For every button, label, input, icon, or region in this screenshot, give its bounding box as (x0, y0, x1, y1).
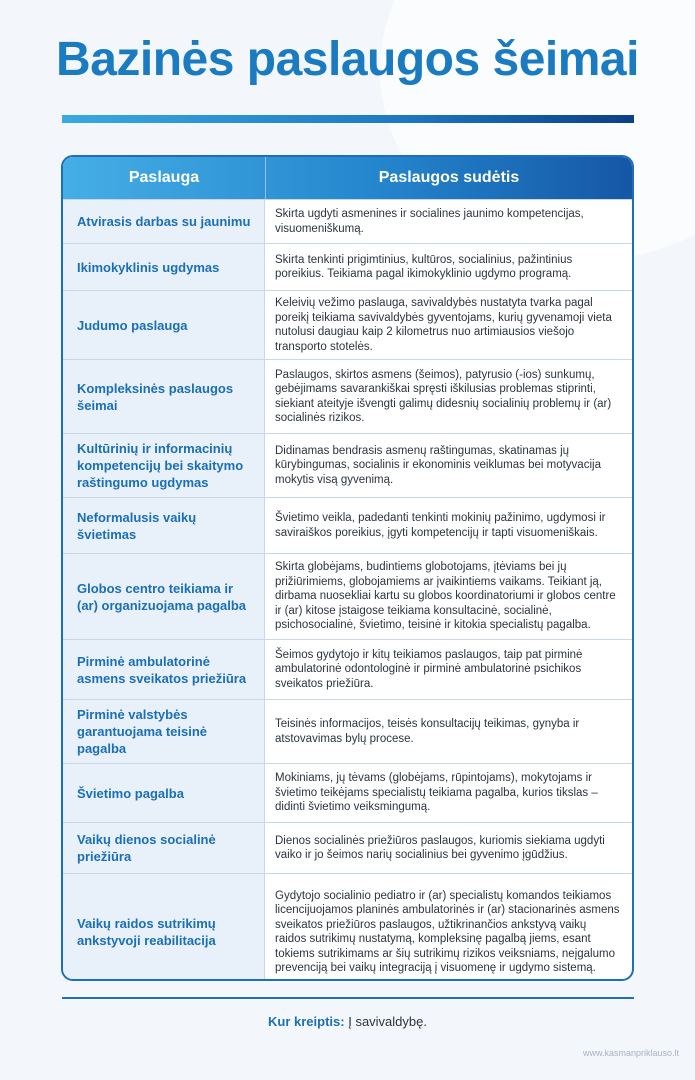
table-row (63, 763, 632, 822)
header-service: Paslauga (63, 157, 266, 199)
table-row (63, 199, 632, 243)
service-name: Vaikų raidos sutrikimų ankstyvoji reabilitacija (63, 874, 265, 981)
service-name: Pirminė ambulatorinė asmens sveikatos priežiūra (63, 640, 265, 699)
service-name: Švietimo pagalba (63, 764, 265, 822)
service-description: Švietimo veikla, padedanti tenkinti mokinių pažinimo, ugdymosi ir saviraiškos poreikius, įgyti kompetencijų ir tapti visuomeniškais. (275, 512, 606, 539)
services-table (61, 155, 634, 981)
table-row (63, 873, 632, 981)
table-row (63, 822, 632, 873)
footer (0, 1014, 695, 1029)
service-name: Ikimokyklinis ugdymas (63, 244, 265, 290)
service-description: Šeimos gydytojo ir kitų teikiamos paslaugos, taip pat pirminė ambulatorinė odontologinė ir pirminė ambulatorinė psichikos sveikatos priežiūra. (275, 648, 583, 690)
table-row (63, 553, 632, 639)
service-name: Neformalusis vaikų švietimas (63, 498, 265, 553)
service-description: Paslaugos, skirtos asmens (šeimos), patyrusio (-ios) sunkumų, gebėjimams savarankiškai spręsti iškilusias problemas stiprinti, siekiant ateityje išvengti galimų didesnių socialinių problemų ir (ar) socialinės rizikos. (275, 368, 612, 424)
service-name: Kultūrinių ir informacinių kompetencijų bei skaitymo raštingumo ugdymas (63, 434, 265, 497)
table-row (63, 497, 632, 553)
table-row (63, 243, 632, 290)
service-name: Atvirasis darbas su jaunimu (63, 200, 265, 243)
table-row (63, 639, 632, 699)
table-row (63, 359, 632, 433)
footer-divider (62, 997, 634, 999)
website-url: www.kasmanpriklauso.lt (582, 1048, 679, 1058)
title-underline (62, 115, 634, 123)
table-header (63, 157, 632, 199)
service-description: Skirta tenkinti prigimtinius, kultūros, socialinius, pažintinius poreikius. Teikiama pagal ikimokyklinio ugdymo programą. (275, 253, 573, 280)
table-row (63, 699, 632, 763)
table-row (63, 290, 632, 359)
footer-value: Į savivaldybę. (348, 1014, 427, 1029)
service-description: Teisinės informacijos, teisės konsultacijų teikimas, gynyba ir atstovavimas bylų procese. (275, 718, 580, 745)
service-description: Skirta ugdyti asmenines ir socialines jaunimo kompetencijas, visuomeniškumą. (275, 208, 584, 235)
service-description: Didinamas bendrasis asmenų raštingumas, skatinamas jų kūrybingumas, socialinis ir ekonominis veiklumas bei motyvacija mokytis visą gyvenimą. (275, 444, 601, 486)
header-description: Paslaugos sudėtis (378, 169, 520, 186)
service-name: Vaikų dienos socialinė priežiūra (63, 823, 265, 873)
service-description: Keleivių vežimo paslauga, savivaldybės nustatyta tvarka pagal poreikį teikiama savivaldybės gyventojams, kurių gyvenamoji vieta nutolusi daugiau kaip 2 kilometrus nuo artimiausios viešojo transporto stotelės. (275, 297, 612, 353)
page-title: Bazinės paslaugos šeimai (56, 33, 639, 86)
footer-label: Kur kreiptis: (268, 1014, 345, 1029)
service-name: Globos centro teikiama ir (ar) organizuojama pagalba (63, 554, 265, 639)
service-name: Pirminė valstybės garantuojama teisinė pagalba (63, 700, 265, 763)
service-description: Skirta globėjams, budintiems globotojams, įtėviams bei jų prižiūrimiems, globojamiems ar įvaikintiems vaikams. Teikiant ją, dirbama nuosekliai kartu su globos koordinatoriumi ir globos centre ir (ar) kitose įstaigose teikiama konsultacinė, socialinė, psichosocialinė, švietimo, teisinė ir kitokia specialistų pagalba. (275, 561, 616, 632)
service-description: Dienos socialinės priežiūros paslaugos, kuriomis siekiama ugdyti vaiko ir jo šeimos narių socialinius bei gyvenimo įgūdžius. (275, 834, 605, 861)
service-name: Judumo paslauga (63, 291, 265, 359)
service-name: Kompleksinės paslaugos šeimai (63, 360, 265, 433)
table-row (63, 433, 632, 497)
service-description: Mokiniams, jų tėvams (globėjams, rūpintojams), mokytojams ir švietimo teikėjams specialistų teikiama pagalba, kurios tikslas – didinti švietimo veiksmingumą. (275, 772, 598, 814)
service-description: Gydytojo socialinio pediatro ir (ar) specialistų komandos teikiamos licencijuojamos planinės ambulatorinės ir (ar) stacionarinės asmens sveikatos priežiūros paslaugos, užtikrinančios ankstyvą vaikų raidos sutrikimų nustatymą, kompleksinę pagalbą jiems, esant tokiems sutrikimams ar šių sutrikimų rizikos veiksniams, neįgalumo prevenciją bei vaikų integraciją į visuomenę ir ugdymo sistemą. (275, 889, 620, 974)
